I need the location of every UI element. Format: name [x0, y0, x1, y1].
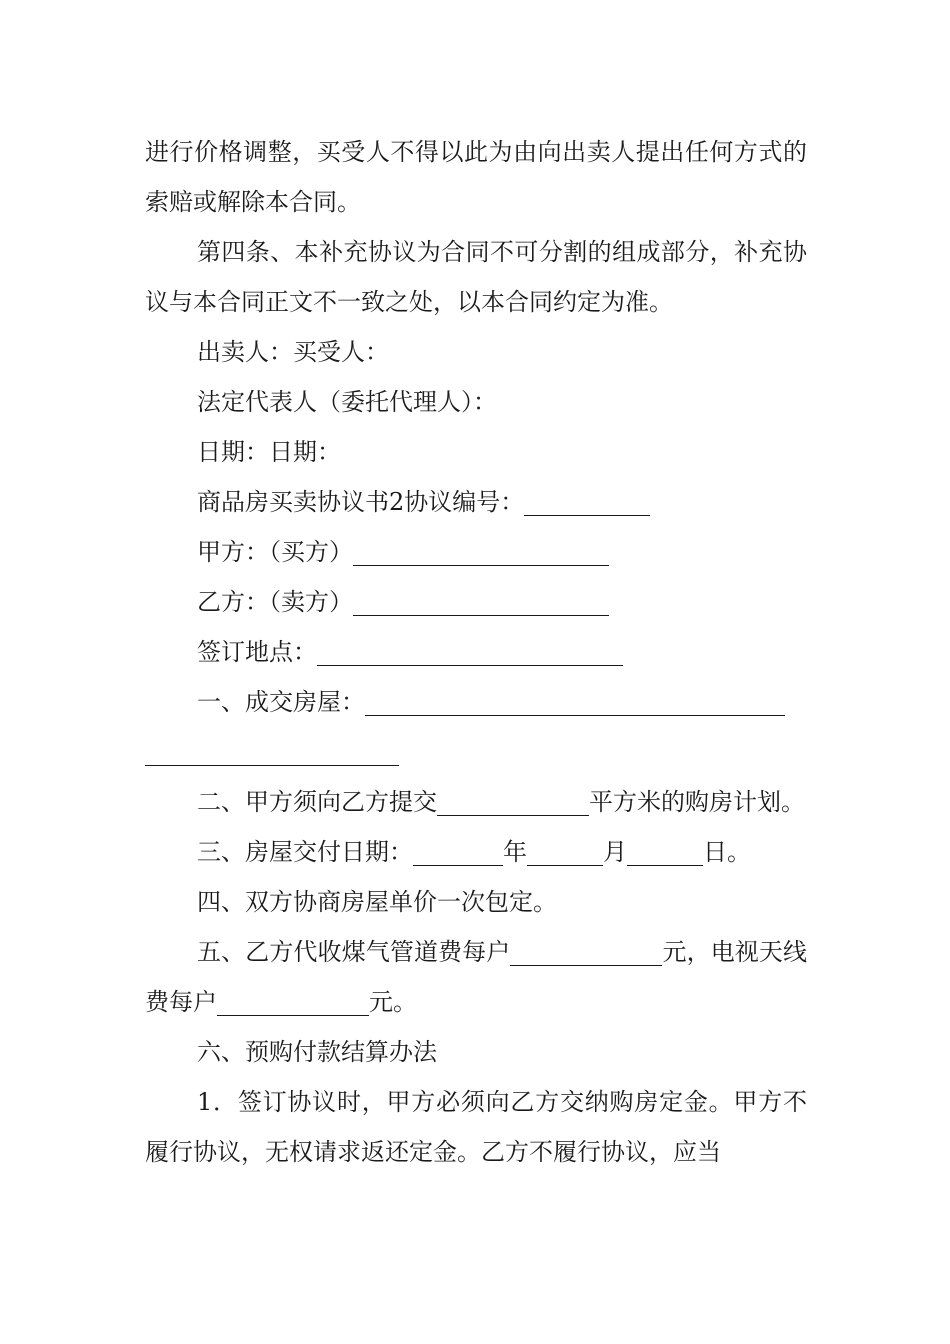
- document-body: [145, 127, 807, 1177]
- party-a-blank: [353, 537, 609, 566]
- purchase-area-blank: [437, 787, 589, 816]
- tv-fee-blank: [217, 987, 369, 1016]
- transaction-house-line: [145, 677, 807, 727]
- signing-place-blank: [317, 637, 623, 666]
- month-label: 月: [603, 838, 627, 866]
- gas-fee-blank: [510, 937, 662, 966]
- year-label: 年: [503, 838, 527, 866]
- signing-place-label: 签订地点：: [197, 638, 317, 666]
- agreement-number-blank: [524, 487, 650, 516]
- delivery-date-line: [145, 827, 807, 877]
- purchase-plan-text-2: 平方米的购房计划。: [589, 788, 805, 816]
- delivery-year-blank: [413, 837, 503, 866]
- seller-buyer-signature-line: 出卖人：买受人：: [197, 338, 389, 366]
- delivery-date-label: 三、房屋交付日期：: [197, 838, 413, 866]
- tv-fee-unit: 元。: [369, 988, 417, 1016]
- transaction-house-blank: [365, 687, 785, 716]
- party-a-line: [145, 527, 807, 577]
- delivery-month-blank: [527, 837, 603, 866]
- transaction-house-label: 一、成交房屋：: [197, 688, 365, 716]
- purchase-plan-text-1: 二、甲方须向乙方提交: [197, 788, 437, 816]
- party-b-label: 乙方：（卖方）: [197, 588, 353, 616]
- gas-fee-text: 五、乙方代收煤气管道费每户: [197, 938, 511, 966]
- party-b-blank: [353, 587, 609, 616]
- transaction-house-continuation: [145, 727, 807, 777]
- delivery-day-blank: [627, 837, 703, 866]
- paragraph-article-four: 第四条、本补充协议为合同不可分割的组成部分，补充协议与本合同正文不一致之处，以本合同约定为准。: [145, 238, 807, 316]
- signing-place-line: [145, 627, 807, 677]
- agreement-number-line: [145, 477, 807, 527]
- paragraph-price-adjustment: 进行价格调整，买受人不得以此为由向出卖人提出任何方式的索赔或解除本合同。: [145, 138, 807, 216]
- purchase-plan-paragraph: [145, 777, 807, 827]
- transaction-house-blank-2: [145, 737, 399, 766]
- payment-settlement-heading: 六、预购付款结算办法: [197, 1038, 437, 1066]
- legal-representative-line: 法定代表人（委托代理人）：: [197, 388, 497, 416]
- party-a-label: 甲方：（买方）: [197, 538, 353, 566]
- gas-tv-fee-paragraph: [145, 927, 807, 1027]
- day-label: 日。: [703, 838, 751, 866]
- tv-fee-text: 元，电视天线费每户: [145, 938, 808, 1016]
- unit-price-line: 四、双方协商房屋单价一次包定。: [197, 888, 557, 916]
- party-b-line: [145, 577, 807, 627]
- date-line: 日期：日期：: [197, 438, 341, 466]
- deposit-clause-paragraph: 1．签订协议时，甲方必须向乙方交纳购房定金。甲方不履行协议，无权请求返还定金。乙方不履行协议，应当: [145, 1088, 807, 1166]
- agreement-number-label: 商品房买卖协议书2协议编号：: [197, 488, 525, 516]
